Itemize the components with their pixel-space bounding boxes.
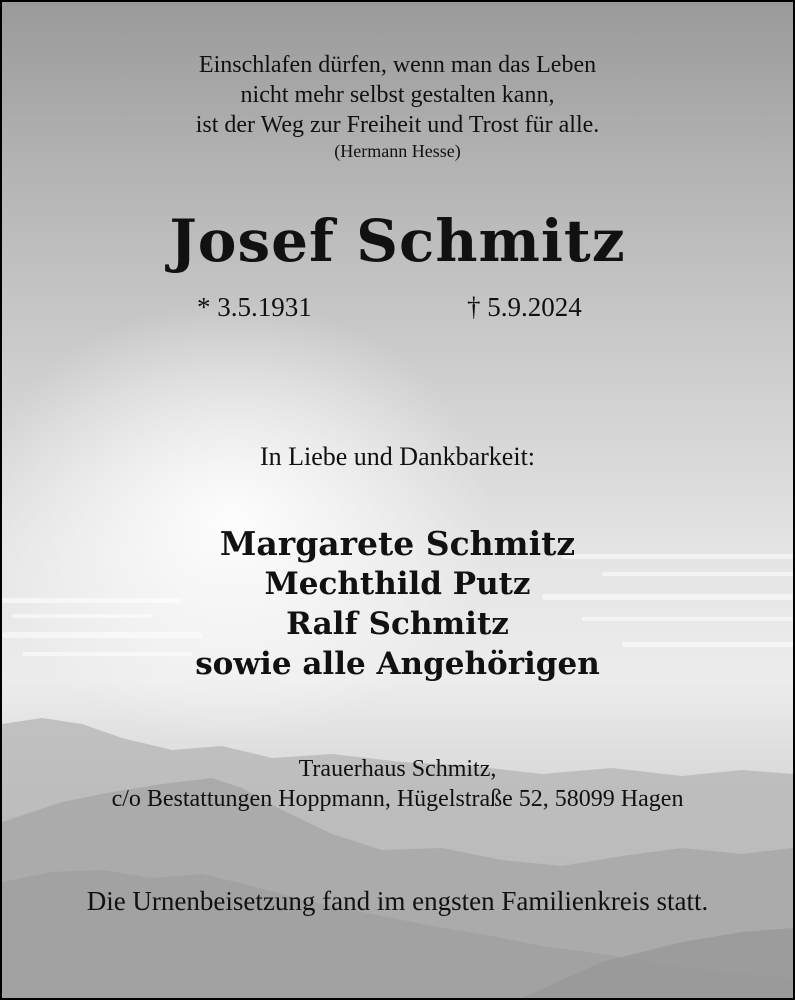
- mourner-relatives: sowie alle Angehörigen: [195, 646, 600, 682]
- quote-author: (Hermann Hesse): [334, 141, 461, 161]
- memorial-quote: [2, 50, 793, 162]
- closing-note: Die Urnenbeisetzung fand im engsten Familienkreis statt.: [86, 886, 709, 916]
- address-line-1: Trauerhaus Schmitz,: [298, 756, 497, 782]
- life-dates: [2, 292, 793, 328]
- mourner-name: Mechthild Putz: [264, 566, 531, 602]
- quote-line-1: Einschlafen dürfen, wenn man das Leben: [198, 52, 597, 78]
- birth-date: * 3.5.1931: [197, 292, 312, 322]
- mourning-address: [2, 754, 793, 814]
- mourner-name: Ralf Schmitz: [286, 606, 509, 642]
- deceased-name: Josef Schmitz: [169, 207, 626, 275]
- quote-line-3: ist der Weg zur Freiheit und Trost für alle.: [195, 112, 600, 138]
- death-date: † 5.9.2024: [467, 292, 582, 322]
- address-line-2: c/o Bestattungen Hoppmann, Hügelstraße 52, 58099 Hagen: [111, 786, 684, 812]
- quote-line-2: nicht mehr selbst gestalten kann,: [240, 82, 555, 108]
- dedication-intro: In Liebe und Dankbarkeit:: [259, 442, 536, 471]
- mourners-list: [2, 524, 793, 684]
- mourner-name: Margarete Schmitz: [219, 524, 576, 563]
